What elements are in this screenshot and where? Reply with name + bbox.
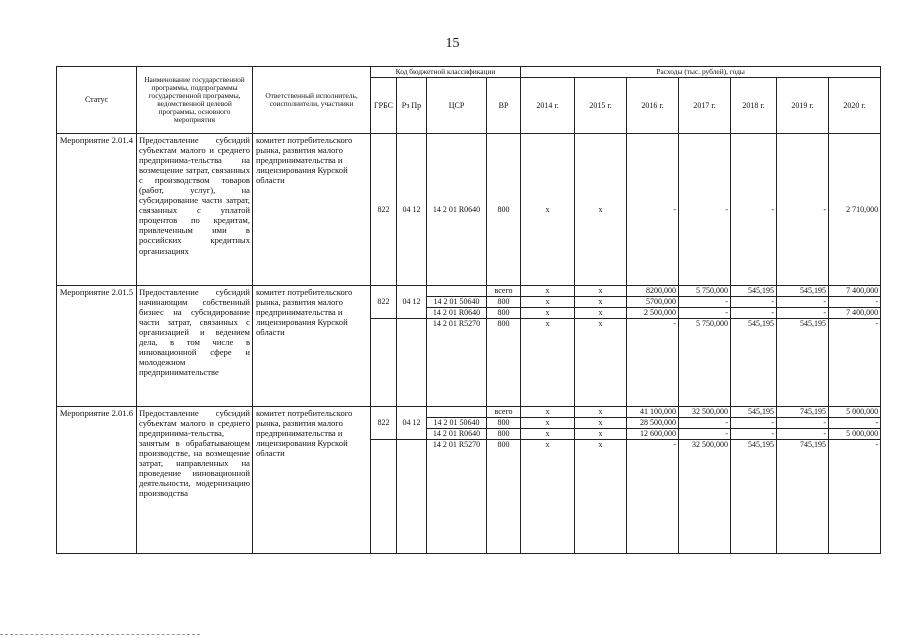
value-2014: x [521, 297, 575, 308]
value-2018: 545,195 [731, 439, 777, 450]
row-vr: 800 [487, 319, 521, 330]
budget-table-wrapper [56, 66, 880, 554]
row-description: Предоставление субсидий субъектам малого и среднего предпринима-тельства на возмещение затрат, связанных с производством товаров (работ, услуг), на субсидирование части затрат, связанных с уплатой процентов по кредитам, привлеченным ими в российских кредитных организациях [137, 134, 253, 286]
row-csr: 14 2 01 R0640 [427, 428, 487, 439]
value-2019: 545,195 [777, 319, 829, 330]
value-2019: 745,195 [777, 439, 829, 450]
row-rzpr: 04 12 [397, 406, 427, 439]
value-2017: 32 500,000 [679, 439, 731, 450]
table-row [57, 134, 881, 286]
row-status: Мероприятие 2.01.5 [57, 286, 137, 407]
page-bottom-rule [0, 632, 200, 635]
row-responsible: комитет потребительского рынка, развития малого предпринимательства и лицензирования Курской области [253, 406, 371, 554]
value-2015: x [575, 428, 627, 439]
header-expenses: Расходы (тыс. рублей), годы [521, 67, 881, 78]
value-2014: x [521, 134, 575, 286]
value-2016: 41 100,000 [627, 406, 679, 417]
header-csr: ЦСР [427, 78, 487, 134]
value-2016: - [627, 134, 679, 286]
value-2018: 545,195 [731, 406, 777, 417]
value-2018: - [731, 297, 777, 308]
value-2015: x [575, 134, 627, 286]
value-2014: x [521, 286, 575, 297]
value-2016: 12 600,000 [627, 428, 679, 439]
row-vr: 800 [487, 439, 521, 450]
header-budget-classification: Код бюджетной классификации [371, 67, 521, 78]
value-2019: 745,195 [777, 406, 829, 417]
row-vr: 800 [487, 308, 521, 319]
value-2017: - [679, 134, 731, 286]
row-csr: 14 2 01 R5270 [427, 439, 487, 450]
value-2017: - [679, 428, 731, 439]
row-grbs: 822 [371, 286, 397, 319]
row-status: Мероприятие 2.01.4 [57, 134, 137, 286]
value-2014: x [521, 308, 575, 319]
header-year-2018: 2018 г. [731, 78, 777, 134]
row-vr: всего [487, 286, 521, 297]
value-2017: - [679, 417, 731, 428]
value-2015: x [575, 406, 627, 417]
header-responsible: Ответственный исполнитель, соисполнители, участники [253, 67, 371, 134]
row-rzpr-blank [397, 319, 427, 407]
value-2018: - [731, 308, 777, 319]
row-grbs-blank [371, 319, 397, 407]
value-2018: - [731, 428, 777, 439]
value-2015: x [575, 286, 627, 297]
header-rzpr: Рз Пр [397, 78, 427, 134]
row-csr: 14 2 01 R0640 [427, 134, 487, 286]
row-responsible: комитет потребительского рынка, развития малого предпринимательства и лицензирования Курской области [253, 134, 371, 286]
header-year-2016: 2016 г. [627, 78, 679, 134]
value-2018: - [731, 134, 777, 286]
value-2017: 5 750,000 [679, 286, 731, 297]
row-vr: всего [487, 406, 521, 417]
row-grbs-blank [371, 439, 397, 554]
value-2020: 5 000,000 [829, 406, 881, 417]
row-csr: 14 2 01 50640 [427, 297, 487, 308]
value-2017: - [679, 308, 731, 319]
value-2019: - [777, 297, 829, 308]
row-description: Предоставление субсидий субъектам малого и среднего предпринима-тельства, занятым в обрабатывающем производстве, на возмещение затрат, направленных на проведение инновационной деятельности, модернизацию производства [137, 406, 253, 554]
value-2019: - [777, 134, 829, 286]
header-year-2014: 2014 г. [521, 78, 575, 134]
page-number: 15 [445, 36, 460, 51]
value-2020: - [829, 297, 881, 308]
row-rzpr-blank [397, 439, 427, 554]
value-2019: - [777, 428, 829, 439]
value-2020: - [829, 417, 881, 428]
row-csr: 14 2 01 R0640 [427, 308, 487, 319]
header-year-2020: 2020 г. [829, 78, 881, 134]
row-csr: 14 2 01 R5270 [427, 319, 487, 330]
header-year-2015: 2015 г. [575, 78, 627, 134]
row-description: Предоставление субсидий начинающим собственный бизнес на субсидирование части затрат, связанных с организацией и ведением дела, в том числе в инновационной сфере и молодежном предпринимательстве [137, 286, 253, 407]
header-vr: ВР [487, 78, 521, 134]
header-status: Статус [57, 67, 137, 134]
row-rzpr: 04 12 [397, 286, 427, 319]
value-2018: - [731, 417, 777, 428]
value-2015: x [575, 308, 627, 319]
value-2014: x [521, 406, 575, 417]
budget-table [56, 66, 881, 554]
value-2014: x [521, 417, 575, 428]
value-2017: - [679, 297, 731, 308]
value-2019: - [777, 308, 829, 319]
row-csr: 14 2 01 50640 [427, 417, 487, 428]
value-2016: 8200,000 [627, 286, 679, 297]
value-2020: 7 400,000 [829, 308, 881, 319]
header-year-2017: 2017 г. [679, 78, 731, 134]
value-2014: x [521, 439, 575, 450]
value-2016: 2 500,000 [627, 308, 679, 319]
value-2015: x [575, 319, 627, 330]
row-responsible: комитет потребительского рынка, развития малого предпринимательства и лицензирования Курской области [253, 286, 371, 407]
row-grbs: 822 [371, 134, 397, 286]
table-row [57, 286, 881, 297]
value-2020: 5 000,000 [829, 428, 881, 439]
value-2020: - [829, 439, 881, 450]
value-2014: x [521, 428, 575, 439]
row-vr: 800 [487, 134, 521, 286]
row-rzpr: 04 12 [397, 134, 427, 286]
value-2016: 5700,000 [627, 297, 679, 308]
value-2018: 545,195 [731, 286, 777, 297]
header-grbs: ГРБС [371, 78, 397, 134]
header-year-2019: 2019 г. [777, 78, 829, 134]
row-grbs: 822 [371, 406, 397, 439]
value-2015: x [575, 417, 627, 428]
value-2019: 545,195 [777, 286, 829, 297]
row-vr: 800 [487, 417, 521, 428]
table-row [57, 406, 881, 417]
value-2017: 5 750,000 [679, 319, 731, 330]
row-csr [427, 406, 487, 417]
value-2018: 545,195 [731, 319, 777, 330]
value-2016: - [627, 439, 679, 450]
row-status: Мероприятие 2.01.6 [57, 406, 137, 554]
value-2020: 7 400,000 [829, 286, 881, 297]
row-vr: 800 [487, 297, 521, 308]
value-2019: - [777, 417, 829, 428]
value-2015: x [575, 439, 627, 450]
value-2015: x [575, 297, 627, 308]
header-name: Наименование государственной программы, подпрограммы государственной программы, ведомственной целевой программы, основного мероприятия [137, 67, 253, 134]
row-csr [427, 286, 487, 297]
value-2014: x [521, 319, 575, 330]
value-2017: 32 500,000 [679, 406, 731, 417]
value-2016: - [627, 319, 679, 330]
value-2016: 28 500,000 [627, 417, 679, 428]
value-2020: 2 710,000 [829, 134, 881, 286]
value-2020: - [829, 319, 881, 330]
row-vr: 800 [487, 428, 521, 439]
